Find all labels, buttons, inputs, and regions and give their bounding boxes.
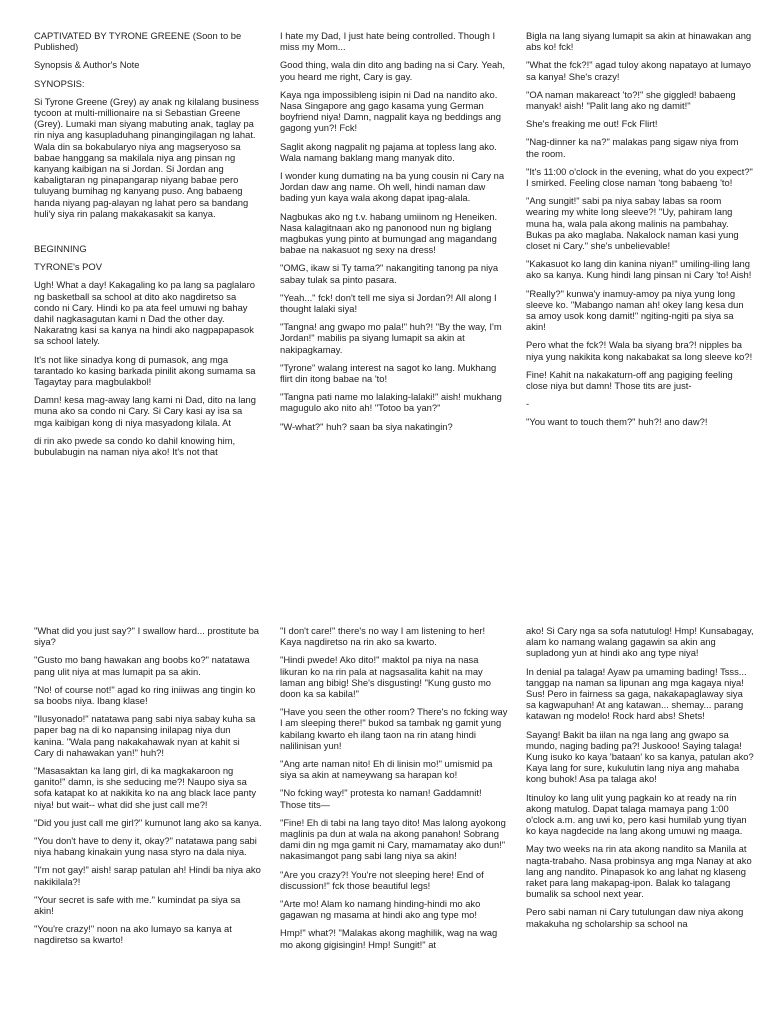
heading-synopsis-note: Synopsis & Author's Note bbox=[34, 59, 140, 71]
paragraph: "You're crazy!" noon na ako lumayo sa kanya at nagdiretso sa kwarto! bbox=[34, 923, 232, 946]
paragraph: Itinuloy ko lang ulit yung pagkain ko at ready na rin akong matulog. Dapat talaga mamaya pang 1:00 o'clock a.m. ang uwi ko, pero kasi humilab yung tiyan ko kaya nagdecide na lang akong umuwi ng maaga. bbox=[526, 791, 747, 837]
paragraph: "Ang sungit!" sabi pa niya sabay labas sa room wearing my white long sleeve?! "Uy, pahiram lang muna ha, wala pala akong malinis na pambahay. Bukas pa ako maglaba. Nakalock naman kasi yung closet ni Cary." she's unbelievable! bbox=[526, 195, 739, 252]
column-1 bbox=[34, 30, 262, 590]
paragraph: "OA naman makareact 'to?!" she giggled! babaeng manyak! aish! "Palit lang ako ng damit!" bbox=[526, 88, 736, 112]
paragraph: "Ilusyonado!" natatawa pang sabi niya sabay kuha sa paper bag na di ko napansing inilapag niya dun kanina. "Wala pang nakakahawak nyan at kahit si Cary di nahawakan yan!" huh?! bbox=[34, 713, 256, 758]
paragraph: Sayang! Bakit ba iilan na nga lang ang gwapo sa mundo, naging bading pa?! Juskooo! Saying talaga! Kung isuko ko kaya 'bataan' ko sa kanya, patulan ako? Kaya lang for sure, kukulutin lang niya ang mahaba kong buhok! Asa pa talaga ako! bbox=[526, 728, 754, 785]
paragraph: Ugh! What a day! Kakagaling ko pa lang sa paglalaro ng basketball sa school at dito ako nagdiretso sa condo ni Cary. Hindi ko pa ata feel umuwi ng bahay dahil nagkasagutan kami n Dad the other day. Nakaratng kasi sa kanya na hindi ako nagpapapasok sa school lately. bbox=[34, 279, 255, 347]
paragraph: "Fine! Eh di tabi na lang tayo dito! Mas lalong ayokong maglinis pa dun at wala na akong panahon! Sobrang dami din ng mga gamit ni Cary, mamamatay ako dun!" nakasimangot pang sabi lang niya sa akin! bbox=[280, 816, 506, 862]
paragraph: "No! of course not!" agad ko ring iniiwas ang tingin ko sa boobs niya. Ibang klase! bbox=[34, 683, 256, 707]
paragraph: "Your secret is safe with me." kumindat pa siya sa akin! bbox=[34, 893, 241, 917]
paragraph: "No fcking way!" protesta ko naman! Gaddamnit! Those tits— bbox=[280, 787, 482, 810]
paragraph: di rin ako pwede sa condo ko dahil knowing him, bubulabugin na naman niya ako! It's not that bbox=[34, 434, 236, 458]
column-3 bbox=[526, 625, 754, 1024]
page-top bbox=[0, 30, 768, 590]
paragraph: "Are you crazy?! You're not sleeping here! End of discussion!" fck those beautiful legs! bbox=[280, 868, 484, 891]
paragraph: "OMG, ikaw si Ty tama?" nakangiting tanong pa niya sabay tulak sa pinto pasara. bbox=[280, 262, 499, 285]
column-3 bbox=[526, 30, 754, 590]
paragraph: She's freaking me out! Fck Flirt! bbox=[526, 118, 658, 130]
paragraph: "Kakasuot ko lang din kanina niyan!" umiling-iling lang ako sa kanya. Kung hindi lang pinsan ni Cary 'to! Aish! bbox=[526, 258, 752, 281]
paragraph: I wonder kung dumating na ba yung cousin ni Cary na Jordan daw ang name. Oh well, hindi naman daw bading yun kaya wala akong dapat ipag-alala. bbox=[280, 170, 505, 204]
paragraph: Saglit akong nagpalit ng pajama at topless lang ako. Wala namang baklang mang manyak dito. bbox=[280, 140, 497, 163]
page-bottom bbox=[0, 625, 768, 1024]
paragraph: Kaya nga impossibleng isipin ni Dad na nandito ako. Nasa Singapore ang gago kasama yung German boyfriend niya! Damn, nagpalit kaya ng beddings ang gagong yun?! Fck! bbox=[280, 88, 501, 134]
paragraph: "You don't have to deny it, okay?" natatawa pang sabi niya habang kinakain yung nasa styro na dala niya. bbox=[34, 835, 257, 858]
paragraph: "Ang arte naman nito! Eh di linisin mo!" umismid pa siya sa akin at nameywang sa harapan ko! bbox=[280, 758, 493, 781]
paragraph: Pero sabi naman ni Cary tutulungan daw niya akong makakuha ng scholarship sa school na bbox=[526, 906, 744, 929]
paragraph: "Yeah..." fck! don't tell me siya si Jordan?! All along I thought lalaki siya! bbox=[280, 291, 497, 315]
column-1 bbox=[34, 625, 262, 1024]
paragraph: Nagbukas ako ng t.v. habang umiinom ng Heneiken. Nasa kalagitnaan ako ng panonood nun ng biglang magbukas yung pinto at bumungad ang magandang babae na nakasuot ng sexy na dress! bbox=[280, 210, 498, 256]
heading-pov: TYRONE's POV bbox=[34, 261, 102, 273]
column-2 bbox=[280, 30, 508, 590]
paragraph: Hmp!" what?! "Malakas akong maghilik, wag na wag mo akong gigisingin! Hmp! Sungit!" at bbox=[280, 927, 498, 950]
paragraph: "Arte mo! Alam ko namang hinding-hindi mo ako gagawan ng masama at hindi ako ang type mo! bbox=[280, 898, 481, 921]
paragraph: Bigla na lang siyang lumapit sa akin at hinawakan ang abs ko! fck! bbox=[526, 30, 752, 53]
heading-synopsis: SYNOPSIS: bbox=[34, 77, 85, 89]
paragraph: "Hindi pwede! Ako dito!" maktol pa niya na nasa likuran ko na rin pala at nagsasalita kahit na may laman ang bibig! She's disgusting! "Kung gusto mo doon ka sa kabila!" bbox=[280, 654, 491, 700]
paragraph: "What the fck?!" agad tuloy akong napatayo at lumayo sa kanya! She's crazy! bbox=[526, 59, 752, 82]
paragraph: "Tangna! ang gwapo mo pala!" huh?! "By the way, I'm Jordan!" mabilis pa siyang lumapit sa akin at nakipagkamay. bbox=[280, 321, 502, 355]
paragraph: "You want to touch them?" huh?! ano daw?! bbox=[526, 416, 708, 428]
paragraph: "What did you just say?" I swallow hard... prostitute ba siya? bbox=[34, 625, 259, 648]
paragraph: "Have you seen the other room? There's no fcking way I am sleeping there!" bukod sa tambak ng gamit yung kabilang kwarto eh ilang taon na rin atang hindi nalilinisan yun! bbox=[280, 706, 508, 751]
paragraph: In denial pa talaga! Ayaw pa umaming bading! Tsss... tanggap na naman sa lipunan ang mga kagaya niya! Sus! Pero in fairness sa gaga, nakakapaglaway siya sa kagwapuhan! At ang katawan... shemay... parang katawan ng modelo! Rock hard abs! Shets! bbox=[526, 665, 747, 722]
paragraph: - bbox=[526, 398, 530, 410]
paragraph: Fine! Kahit na nakakaturn-off ang pagiging feeling close niya but damn! Those tits are just- bbox=[526, 368, 733, 392]
paragraph: I hate my Dad, I just hate being controlled. Though I miss my Mom... bbox=[280, 30, 496, 53]
heading-beginning: BEGINNING bbox=[34, 243, 87, 255]
paragraph: "Tyrone" walang interest na sagot ko lang. Mukhang flirt din itong babae na 'to! bbox=[280, 361, 497, 385]
paragraph: "Nag-dinner ka na?" malakas pang sigaw niya from the room. bbox=[526, 136, 739, 159]
paragraph: Good thing, wala din dito ang bading na si Cary. Yeah, you heard me right, Cary is gay. bbox=[280, 59, 505, 82]
paragraph: "Tangna pati name mo lalaking-lalaki!" aish! mukhang magugulo ako nito ah! "Totoo ba yan?" bbox=[280, 391, 502, 414]
paragraph: Damn! kesa mag-away lang kami ni Dad, dito na lang muna ako sa condo ni Cary. Si Cary kasi ay isa sa mga kaibigan kong di niya masyadong kilala. At bbox=[34, 394, 256, 428]
column-2 bbox=[280, 625, 508, 1024]
paragraph: "I don't care!" there's no way I am listening to her! Kaya nagdiretso na rin ako sa kwarto. bbox=[280, 625, 486, 648]
paragraph: "Really?" kunwa'y inamuy-amoy pa niya yung long sleeve ko. "Mabango naman ah! okey lang kesa dun sa amoy usok kong damit!" ngiting-ngiti pa siya sa akin! bbox=[526, 287, 744, 333]
paragraph: "It's 11:00 o'clock in the evening, what do you expect?" I smirked. Feeling close naman 'tong babaeng 'to! bbox=[526, 165, 753, 189]
paragraph: Si Tyrone Greene (Grey) ay anak ng kilalang business tycoon at multi-millionaire na si Sebastian Greene (Grey). Lumaki man siyang mabuting anak, taglay pa rin niya ang kasupladuhang pinangingilagan ng lahat. Wala din sa bokabularyo niya ang magseryoso sa babae hanggang sa makilala niya ang pinsan ng kanyang kaibigan na si Jordan. Si Jordan ang kabaligtaran ng pinapangarap niyang babae pero tuluyang bumihag ng kanyang puso. Ang babaeng handa niyang pag-alayan ng lahat pero sa bandang huli'y siya rin palang makakasakit sa kanya. bbox=[34, 95, 259, 219]
paragraph: "Did you just call me girl?" kumunot lang ako sa kanya. bbox=[34, 816, 262, 828]
paragraph: "Gusto mo bang hawakan ang boobs ko?" natatawa pang ulit niya at mas lumapit pa sa akin. bbox=[34, 654, 250, 677]
paragraph: It's not like sinadya kong di pumasok, ang mga tarantado ko kasing barkada pinilit akong sumama sa Tagaytay para magbulakbol! bbox=[34, 353, 256, 388]
paragraph: May two weeks na rin ata akong nandito sa Manila at nagta-trabaho. Nasa probinsya ang mga Nanay at ako lang ang nandito. Pinapasok ko ang lahat ng klaseng raket para lang makapag-ipon. Balak ko talagang bumalik sa school next year. bbox=[526, 843, 752, 900]
paragraph: "Masasaktan ka lang girl, di ka magkakaroon ng ganito!" damn, is she seducing me?! Naupo siya sa sofa katapat ko at nakikita ko na ang black lace panty niya! but wait-- what did she just call me?! bbox=[34, 765, 257, 810]
paragraph: "I'm not gay!" aish! sarap patulan ah! Hindi ba niya ako nakikilala?! bbox=[34, 864, 261, 887]
paragraph: Pero what the fck?! Wala ba siyang bra?! nipples ba niya yung nakikita kong nakabakat sa long sleeve ko?! bbox=[526, 339, 753, 362]
title-line: CAPTIVATED BY TYRONE GREENE (Soon to be Published) bbox=[34, 30, 242, 53]
paragraph: "W-what?" huh? saan ba siya nakatingin? bbox=[280, 420, 453, 432]
paragraph: ako! Si Cary nga sa sofa natutulog! Hmp! Kunsabagay, alam ko namang walang gagawin sa akin ang supladong yun at hindi ako ang type niya! bbox=[526, 625, 754, 659]
